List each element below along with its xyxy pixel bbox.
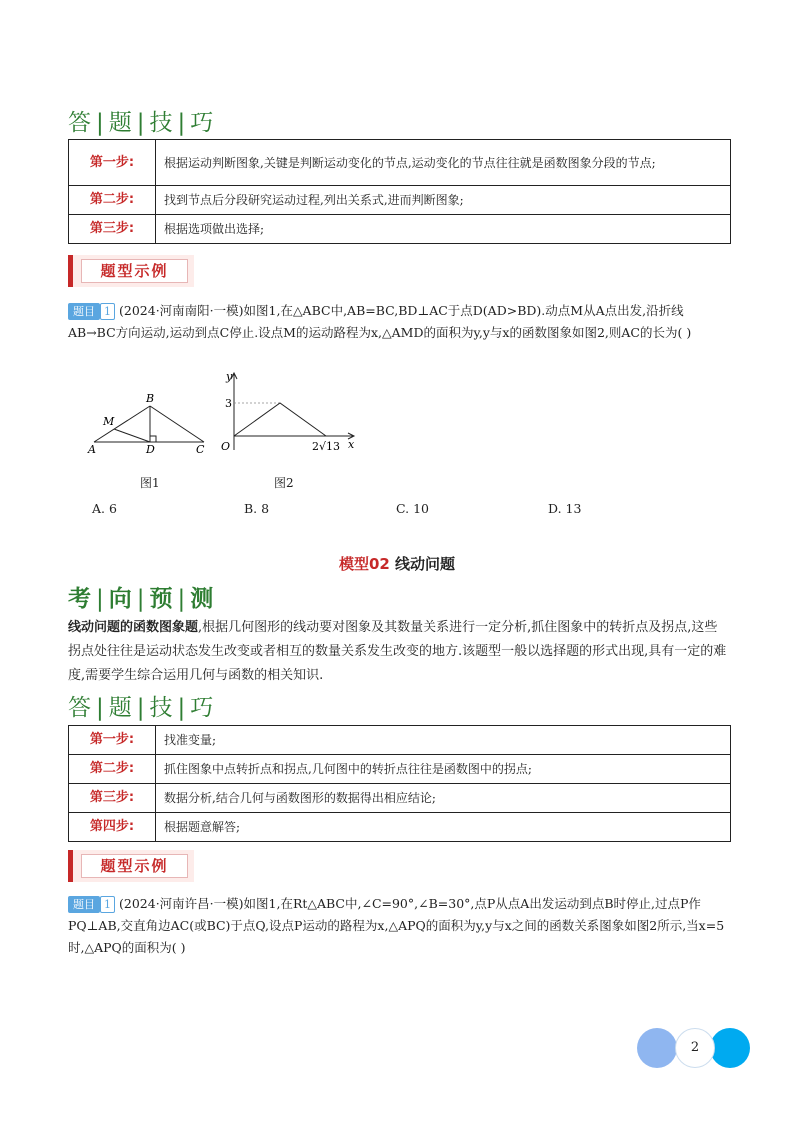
step-label: 第一步: [69, 140, 156, 186]
axis-x-label: x [348, 438, 355, 451]
page-decoration-circle [710, 1028, 750, 1068]
question-number: 1 [100, 303, 115, 320]
y-tick-label: 3 [225, 397, 232, 410]
page-number: 2 [690, 1040, 700, 1055]
question-tag: 题目 [68, 303, 100, 320]
step-label: 第二步: [69, 186, 156, 215]
step-text: 数据分析,结合几何与函数图形的数据得出相应结论; [156, 784, 731, 813]
heading-char: 技 [149, 695, 174, 721]
section1-steps-table [68, 139, 731, 244]
model-title [0, 553, 794, 574]
question-2 [68, 893, 730, 959]
step-row [69, 726, 731, 755]
step-text: 找准变量; [156, 726, 731, 755]
section3-steps-table [68, 725, 731, 842]
step-row [69, 215, 731, 244]
heading-char: 题 [108, 695, 133, 721]
heading-char: 答 [68, 695, 92, 721]
example-badge [68, 850, 194, 882]
heading-char: 题 [108, 110, 133, 136]
step-label: 第一步: [69, 726, 156, 755]
figure-1-triangle [84, 390, 214, 460]
step-label: 第四步: [69, 813, 156, 842]
step-text: 根据题意解答; [156, 813, 731, 842]
label-A: A [88, 443, 96, 456]
model-prefix: 模型02 [338, 555, 390, 573]
section1-heading: 答 | 题 | 技 | 巧 [68, 110, 215, 136]
heading-char: 巧 [190, 110, 215, 136]
step-row [69, 140, 731, 186]
label-B: B [146, 392, 155, 405]
step-row [69, 755, 731, 784]
label-C: C [196, 443, 205, 456]
figure-1-caption: 图1 [140, 476, 160, 490]
intro-text: ,根据几何图形的线动要对图象及其数量关系进行一定分析,抓住图象中的转折点及拐点,这些拐点处往往是运动状态发生改变或者相互的数量关系发生改变的地方.该题型一般以选择题的形式出现,具有一定的难度,需要学生综合运用几何与函数的相关知识. [68, 620, 727, 683]
question-source: (2024·河南南阳·一模) [119, 303, 244, 318]
step-label: 第二步: [69, 755, 156, 784]
heading-char: 巧 [190, 695, 215, 721]
model-name: 线动问题 [395, 555, 456, 573]
option-d[interactable]: D. 13 [548, 501, 582, 516]
option-b[interactable]: B. 8 [244, 501, 270, 516]
question-1 [68, 300, 730, 344]
step-text: 根据运动判断图象,关键是判断运动变化的节点,运动变化的节点往往就是函数图象分段的节点; [156, 140, 731, 186]
page-decoration-circle [637, 1028, 677, 1068]
x-tick-label: 2√13 [312, 440, 341, 453]
label-M: M [103, 415, 115, 428]
step-row [69, 784, 731, 813]
heading-char: 技 [149, 110, 174, 136]
step-label: 第三步: [69, 215, 156, 244]
step-text: 抓住图象中点转折点和拐点,几何图中的转折点往往是函数图中的拐点; [156, 755, 731, 784]
figure-2-caption: 图2 [274, 476, 294, 490]
section3-heading: 答 | 题 | 技 | 巧 [68, 695, 215, 721]
section2-intro [68, 616, 730, 688]
label-D: D [146, 443, 155, 456]
example-badge-label: 题型示例 [81, 259, 188, 283]
heading-char: 答 [68, 110, 92, 136]
heading-char: 考 [68, 586, 92, 612]
origin-label: O [221, 440, 231, 453]
question-source: (2024·河南许昌·一模) [119, 896, 244, 911]
step-text: 找到节点后分段研究运动过程,列出关系式,进而判断图象; [156, 186, 731, 215]
step-row [69, 813, 731, 842]
figure-2-graph [214, 370, 364, 460]
question-tag: 题目 [68, 896, 100, 913]
axis-y-label: y [226, 370, 233, 383]
step-label: 第三步: [69, 784, 156, 813]
step-row [69, 186, 731, 215]
question-text: 如图1,在△ABC中,AB=BC,BD⊥AC于点D(AD>BD).动点M从A点出发,沿折线AB→BC方向运动,运动到点C停止.设点M的运动路程为x,△AMD的面积为y,y与x的函数图象如图2,则AC的长为( ) [68, 303, 692, 340]
example-badge [68, 255, 194, 287]
question-text: 如图1,在Rt△ABC中,∠C=90°,∠B=30°,点P从点A出发运动到点B时停止,过点P作PQ⊥AB,交直角边AC(或BC)于点Q,设点P运动的路程为x,△APQ的面积为y,y与x之间的函数关系图象如图2所示,当x=5时,△APQ的面积为( ) [68, 896, 725, 955]
section2-heading: 考 | 向 | 预 | 测 [68, 586, 215, 612]
intro-bold: 线动问题的函数图象题 [68, 620, 199, 635]
option-a[interactable]: A. 6 [92, 501, 117, 516]
step-text: 根据选项做出选择; [156, 215, 731, 244]
question-number: 1 [100, 896, 115, 913]
heading-char: 预 [149, 586, 174, 612]
example-badge-label: 题型示例 [81, 854, 188, 878]
heading-char: 向 [108, 586, 133, 612]
option-c[interactable]: C. 10 [396, 501, 429, 516]
heading-char: 测 [190, 586, 215, 612]
